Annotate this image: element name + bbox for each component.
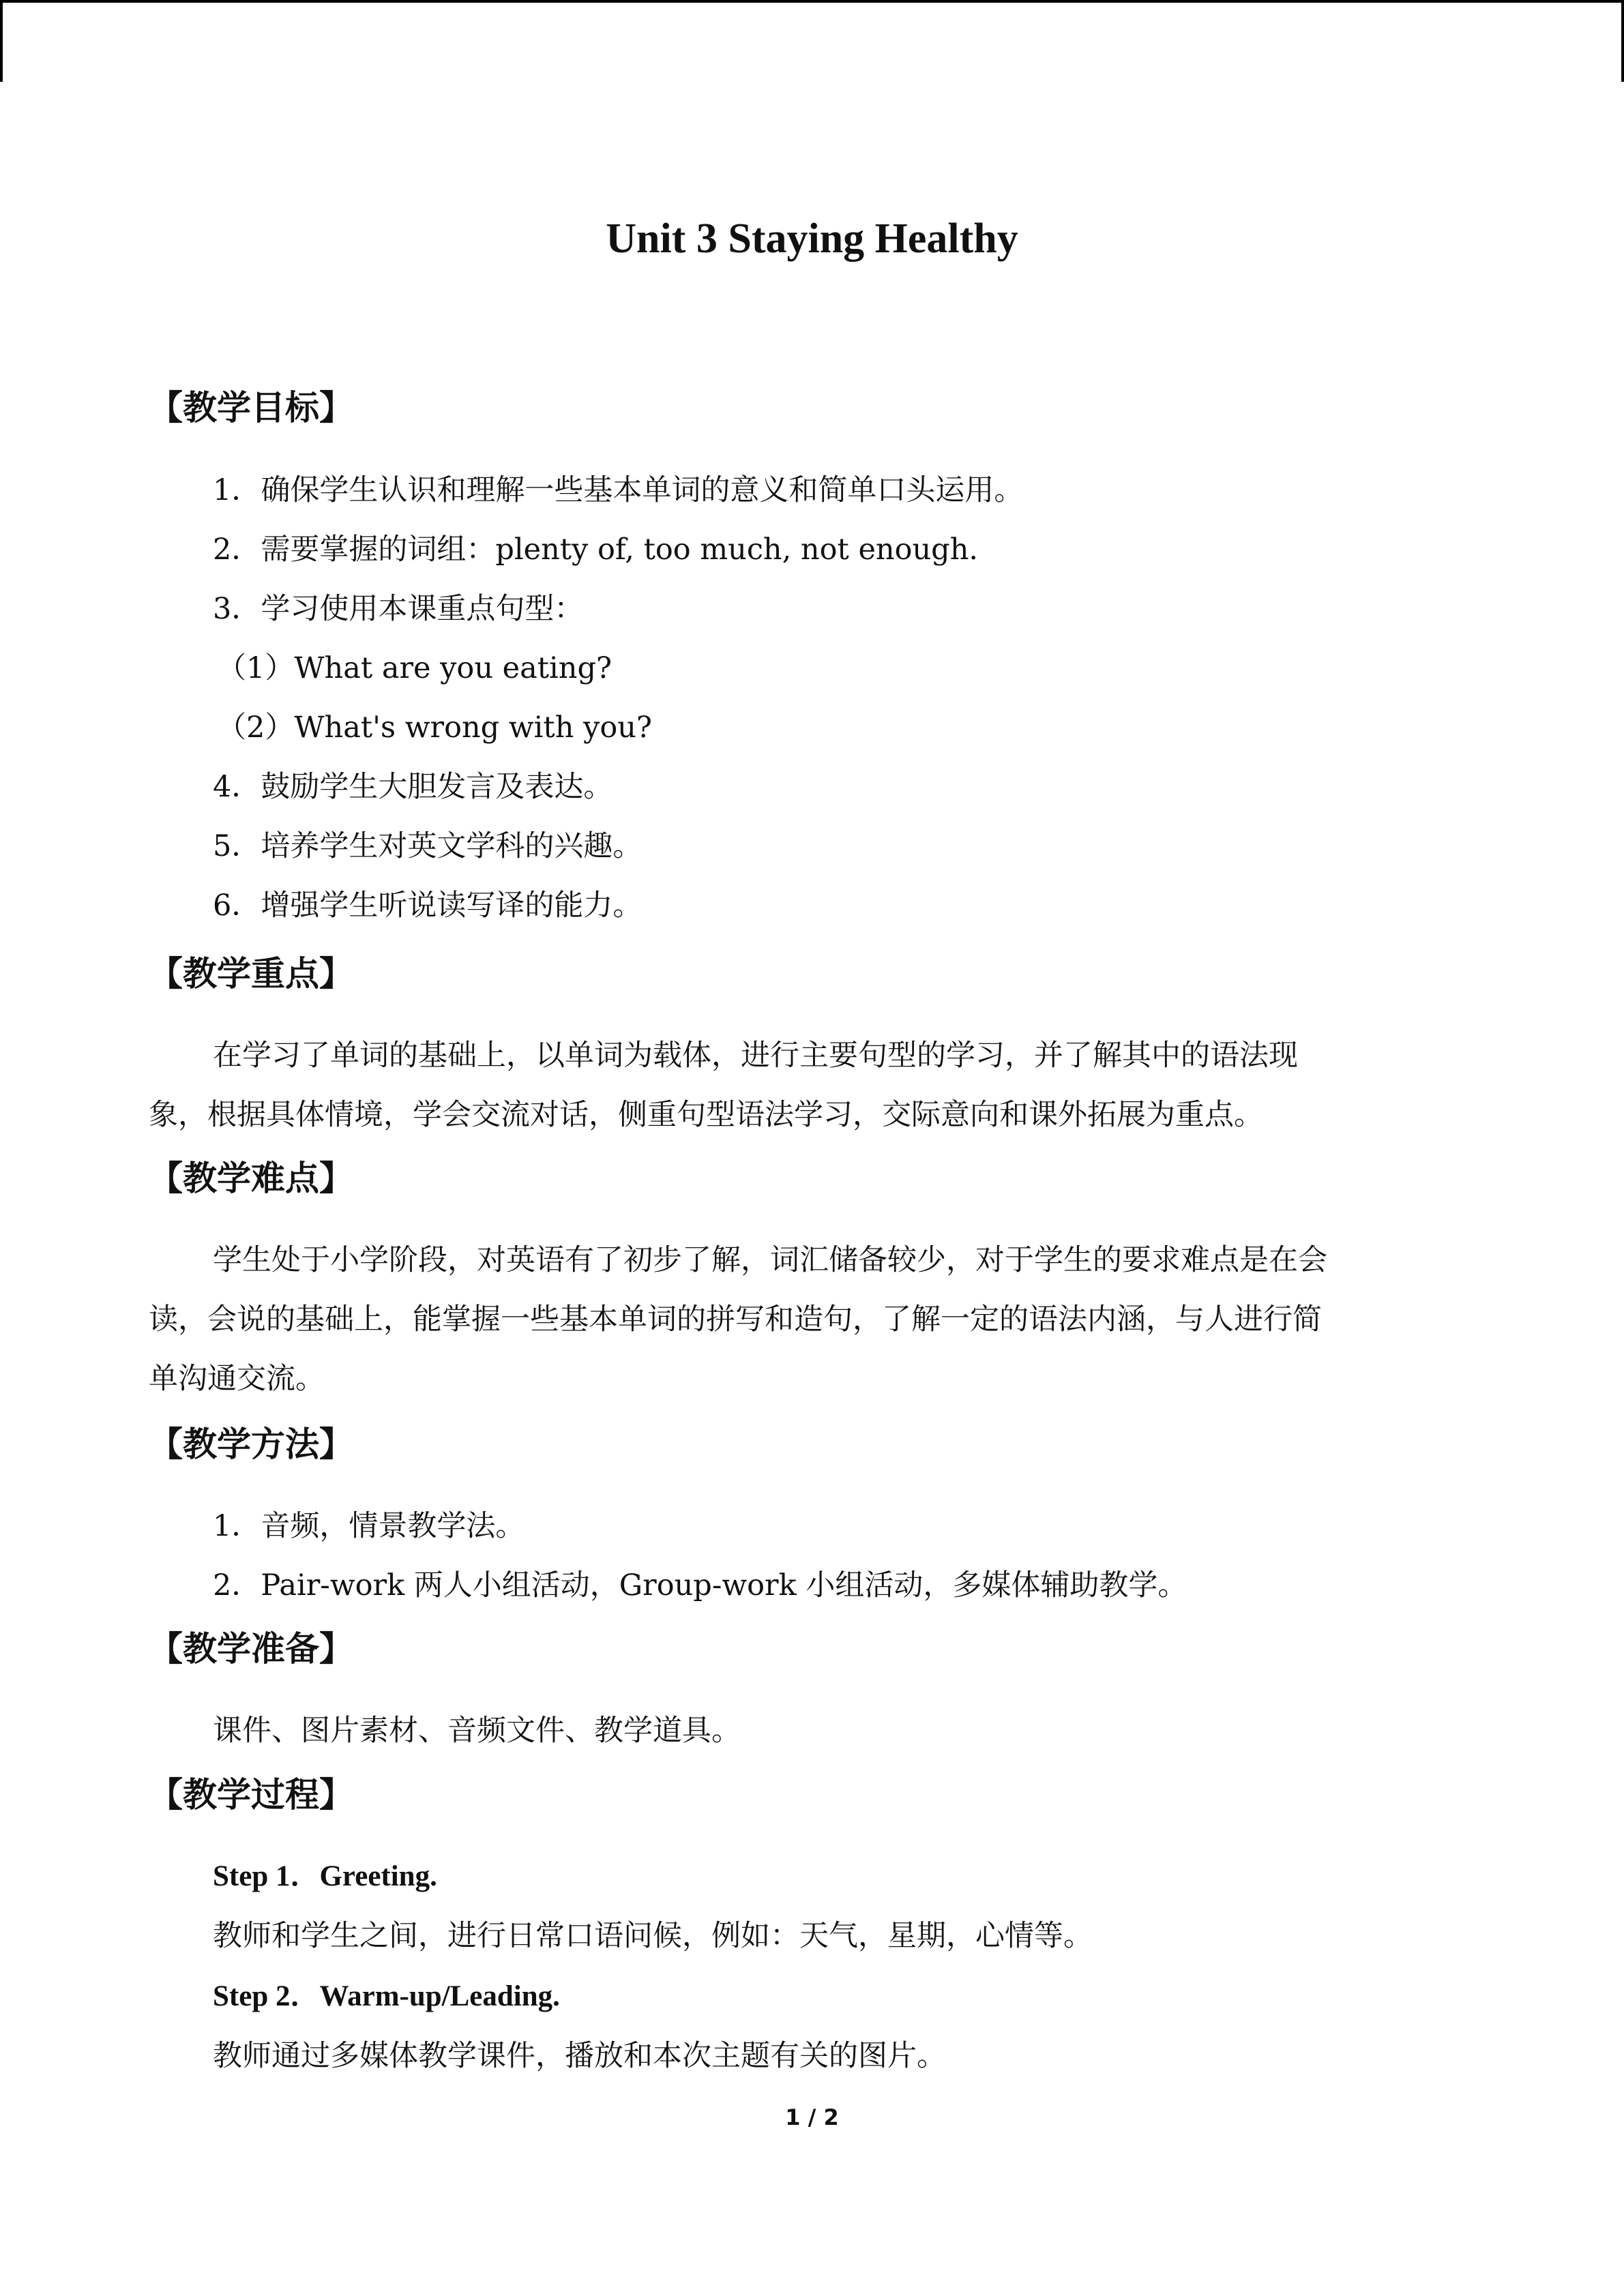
page-top-border (0, 0, 1624, 3)
objective-subitem-2: （2）What's wrong with you? (217, 711, 652, 745)
objective-item-1: 1．确保学生认识和理解一些基本单词的意义和简单口头运用。 (213, 473, 1024, 507)
page-right-border (1621, 0, 1624, 82)
heading-methods: 【教学方法】 (149, 1425, 353, 1464)
page-number: 1 / 2 (785, 2104, 839, 2130)
heading-difficulties: 【教学难点】 (149, 1159, 353, 1198)
heading-process: 【教学过程】 (149, 1775, 353, 1815)
method-item-2: 2．Pair-work 两人小组活动，Group-work 小组活动，多媒体辅助教学。 (213, 1568, 1187, 1602)
method-item-1: 1．音频，情景教学法。 (213, 1509, 525, 1543)
objective-item-4: 4．鼓励学生大胆发言及表达。 (213, 770, 613, 804)
step-2-title: Step 2．Warm-up/Leading. (213, 1980, 560, 2012)
heading-key-points: 【教学重点】 (149, 954, 353, 994)
objective-item-5: 5．培养学生对英文学科的兴趣。 (213, 829, 643, 863)
objective-item-3: 3．学习使用本课重点句型： (213, 592, 584, 626)
heading-preparation: 【教学准备】 (149, 1629, 353, 1669)
objective-item-6: 6．增强学生听说读写译的能力。 (213, 889, 643, 923)
difficulties-line-1: 学生处于小学阶段，对英语有了初步了解，词汇储备较少，对于学生的要求难点是在会 (213, 1243, 1327, 1277)
step-1-text: 教师和学生之间，进行日常口语问候，例如：天气，星期，心情等。 (213, 1919, 1093, 1953)
key-points-line-1: 在学习了单词的基础上，以单词为载体，进行主要句型的学习，并了解其中的语法现 (213, 1039, 1298, 1073)
step-1-title: Step 1．Greeting. (213, 1860, 437, 1892)
preparation-text: 课件、图片素材、音频文件、教学道具。 (213, 1714, 741, 1748)
page-left-border (0, 0, 3, 82)
objective-subitem-1: （1）What are you eating? (217, 651, 612, 685)
heading-objectives: 【教学目标】 (149, 388, 353, 428)
difficulties-line-2: 读，会说的基础上，能掌握一些基本单词的拼写和造句，了解一定的语法内涵，与人进行简 (149, 1302, 1322, 1337)
objective-item-2: 2．需要掌握的词组：plenty of, too much, not enough. (213, 533, 979, 567)
document-title: Unit 3 Staying Healthy (606, 215, 1018, 262)
difficulties-line-3: 单沟通交流。 (149, 1362, 325, 1396)
key-points-line-2: 象，根据具体情境，学会交流对话，侧重句型语法学习，交际意向和课外拓展为重点。 (149, 1098, 1263, 1132)
step-2-text: 教师通过多媒体教学课件，播放和本次主题有关的图片。 (213, 2039, 946, 2073)
